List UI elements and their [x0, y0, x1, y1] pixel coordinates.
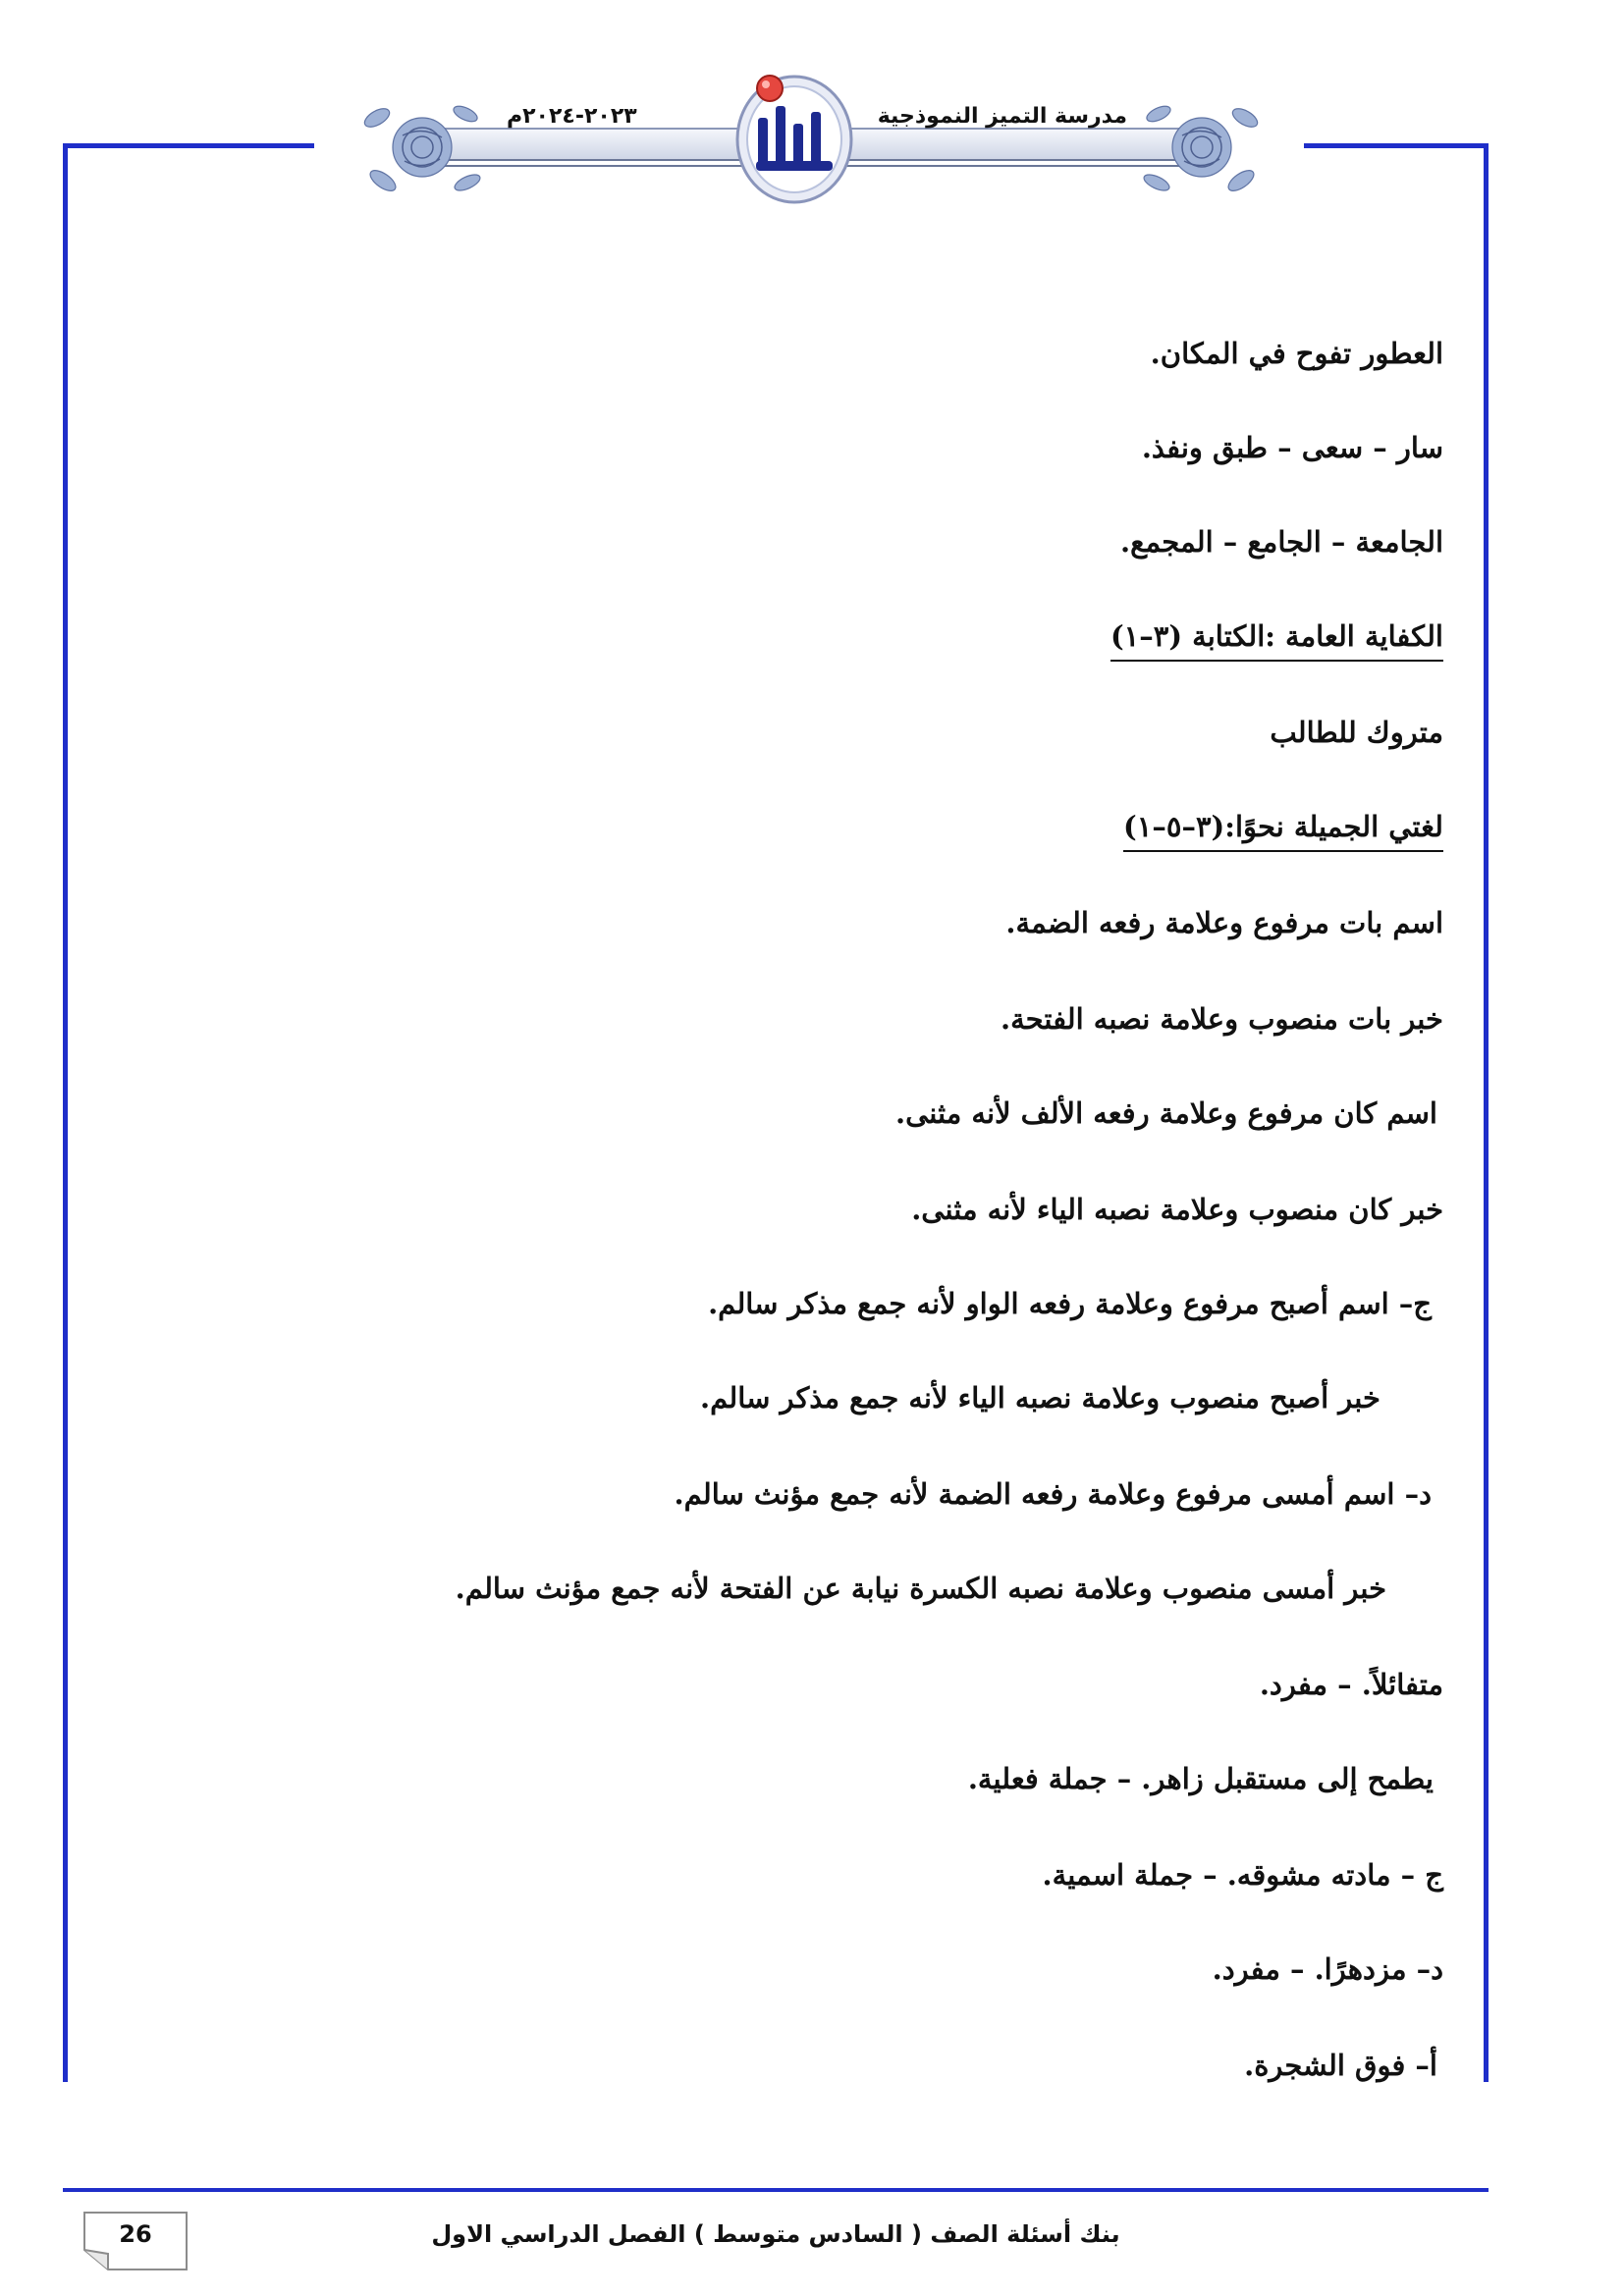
answer-line: خبر بات منصوب وعلامة نصبه الفتحة. — [1001, 1002, 1443, 1036]
answer-line: خبر كان منصوب وعلامة نصبه الياء لأنه مثنى. — [911, 1193, 1443, 1226]
answer-line: خبر أصبح منصوب وعلامة نصبه الياء لأنه جمع مذكر سالم. — [700, 1381, 1380, 1415]
academic-year: ٢٠٢٣-٢٠٢٤م — [507, 104, 637, 129]
footer-rule — [63, 2188, 1489, 2192]
frame-top-left-rule — [63, 143, 314, 148]
rose-ornament-icon — [357, 96, 485, 198]
section-heading-writing: الكفاية العامة :الكتابة (٣–١) — [1110, 616, 1443, 662]
frame-right-rule — [1484, 143, 1489, 2082]
frame-left-rule — [63, 143, 68, 2082]
answer-line: متفائلاً. – مفرد. — [1259, 1668, 1443, 1701]
answer-line: اسم بات مرفوع وعلامة رفعه الضمة. — [1005, 906, 1443, 939]
header-banner — [359, 90, 1265, 200]
answer-line: د– مزدهرًا. – مفرد. — [1212, 1952, 1443, 1986]
answer-line: متروك للطالب — [1270, 716, 1443, 749]
answer-line: سار – سعى – طبق ونفذ. — [1141, 431, 1443, 464]
frame-top-right-rule — [1304, 143, 1489, 148]
answer-line: خبر أمسى منصوب وعلامة نصبه الكسرة نيابة عن الفتحة لأنه جمع مؤنث سالم. — [455, 1572, 1386, 1605]
answer-line: يطمح إلى مستقبل زاهر. – جملة فعلية. — [967, 1762, 1434, 1795]
answer-line: د– اسم أمسى مرفوع وعلامة رفعه الضمة لأنه جمع مؤنث سالم. — [674, 1477, 1432, 1511]
school-logo-icon — [731, 67, 858, 204]
answer-line: ج – مادته مشوقه. – جملة اسمية. — [1042, 1858, 1443, 1892]
answer-line: أ– فوق الشجرة. — [1244, 2049, 1437, 2082]
footer-title: بنك أسئلة الصف ( السادس متوسط ) الفصل الدراسي الاول — [431, 2220, 1120, 2248]
answer-line: ج– اسم أصبح مرفوع وعلامة رفعه الواو لأنه جمع مذكر سالم. — [708, 1287, 1432, 1320]
page-number: 26 — [119, 2220, 152, 2248]
answer-line: اسم كان مرفوع وعلامة رفعه الألف لأنه مثنى. — [895, 1096, 1437, 1130]
school-name: مدرسة التميز النموذجية — [877, 104, 1127, 129]
answer-line: الجامعة – الجامع – المجمع. — [1120, 525, 1443, 559]
section-heading-grammar: لغتي الجميلة نحوًا:(٣–٥–١) — [1123, 807, 1443, 852]
rose-ornament-icon — [1139, 96, 1267, 198]
answer-line: العطور تفوح في المكان. — [1150, 337, 1443, 370]
